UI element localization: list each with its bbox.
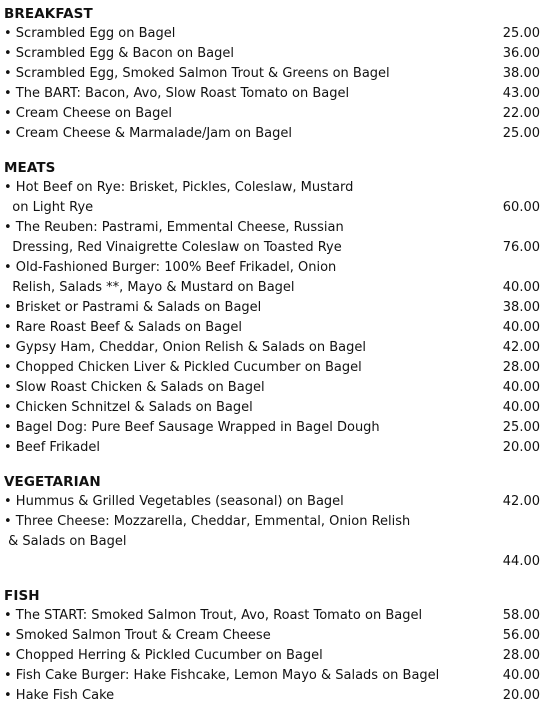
menu-item-price: 20.00 <box>502 688 540 703</box>
menu-item-price: 22.00 <box>502 106 540 121</box>
menu-item-price: 38.00 <box>502 300 540 315</box>
menu-item-price: 40.00 <box>502 320 540 335</box>
menu-item-price: 40.00 <box>502 280 540 295</box>
menu-item-line: • Rare Roast Beef & Salads on Bagel <box>4 320 242 335</box>
menu-item-line: • The Reuben: Pastrami, Emmental Cheese, Russian <box>4 220 344 235</box>
menu-item-line: • Chicken Schnitzel & Salads on Bagel <box>4 400 253 415</box>
menu-item-description <box>4 438 480 458</box>
menu-item-description <box>4 398 480 418</box>
menu-item-price: 28.00 <box>502 648 540 663</box>
menu-item-line: • Cream Cheese & Marmalade/Jam on Bagel <box>4 126 292 141</box>
menu-item-description <box>4 44 480 64</box>
menu-item-description <box>4 24 480 44</box>
menu-item <box>4 418 540 438</box>
menu-item-description <box>4 686 480 706</box>
menu-item <box>4 492 540 512</box>
menu-item-line: • Scrambled Egg, Smoked Salmon Trout & Greens on Bagel <box>4 66 390 81</box>
menu-item-line: Relish, Salads **, Mayo & Mustard on Bagel <box>4 280 295 295</box>
menu-item <box>4 686 540 706</box>
menu-item-description <box>4 298 480 318</box>
menu-item-price: 40.00 <box>502 380 540 395</box>
menu-item <box>4 258 540 298</box>
menu-item <box>4 104 540 124</box>
menu-item <box>4 666 540 686</box>
menu-item-price: 25.00 <box>502 126 540 141</box>
menu-item-line: • Smoked Salmon Trout & Cream Cheese <box>4 628 271 643</box>
menu-item-description <box>4 64 480 84</box>
menu-item-price: 25.00 <box>502 26 540 41</box>
menu-item-line: on Light Rye <box>4 200 94 215</box>
menu-item-description <box>4 492 480 512</box>
menu-item-line: • The START: Smoked Salmon Trout, Avo, Roast Tomato on Bagel <box>4 608 423 623</box>
section-spacer <box>4 458 540 472</box>
menu-item-line: • Gypsy Ham, Cheddar, Onion Relish & Salads on Bagel <box>4 340 367 355</box>
section-title-fish: FISH <box>4 588 40 604</box>
menu-item <box>4 626 540 646</box>
menu-item-price: 25.00 <box>502 420 540 435</box>
menu <box>4 4 540 706</box>
menu-item-line: • Hot Beef on Rye: Brisket, Pickles, Coleslaw, Mustard <box>4 180 354 195</box>
section-title-breakfast: BREAKFAST <box>4 6 93 22</box>
menu-item <box>4 44 540 64</box>
menu-item-price: 20.00 <box>502 440 540 455</box>
menu-item <box>4 358 540 378</box>
menu-item-description <box>4 512 540 552</box>
menu-item-description <box>4 378 480 398</box>
menu-item-price: 36.00 <box>502 46 540 61</box>
menu-item-line: Dressing, Red Vinaigrette Coleslaw on Toasted Rye <box>4 240 342 255</box>
menu-item <box>4 298 540 318</box>
menu-item-line: • The BART: Bacon, Avo, Slow Roast Tomato on Bagel <box>4 86 350 101</box>
menu-item-price: 43.00 <box>502 86 540 101</box>
menu-item-description <box>4 646 480 666</box>
menu-item-line: & Salads on Bagel <box>4 534 127 549</box>
menu-item-line: • Hake Fish Cake <box>4 688 115 703</box>
section-spacer <box>4 572 540 586</box>
menu-item-line: • Cream Cheese on Bagel <box>4 106 172 121</box>
menu-item-line: • Hummus & Grilled Vegetables (seasonal) on Bagel <box>4 494 344 509</box>
menu-item <box>4 178 540 218</box>
section-title-meats: MEATS <box>4 160 56 176</box>
menu-item <box>4 378 540 398</box>
menu-item-line: • Three Cheese: Mozzarella, Cheddar, Emmental, Onion Relish <box>4 514 411 529</box>
menu-item-description <box>4 358 480 378</box>
menu-item <box>4 318 540 338</box>
menu-item <box>4 338 540 358</box>
menu-item-description <box>4 318 480 338</box>
menu-item-line: • Scrambled Egg on Bagel <box>4 26 176 41</box>
menu-item <box>4 646 540 666</box>
menu-item-price: 76.00 <box>502 240 540 255</box>
menu-item-price: 28.00 <box>502 360 540 375</box>
menu-item <box>4 218 540 258</box>
menu-item-price: 42.00 <box>502 494 540 509</box>
menu-item-description <box>4 338 480 358</box>
menu-item-description <box>4 418 480 438</box>
menu-item <box>4 398 540 418</box>
menu-item-price: 58.00 <box>502 608 540 623</box>
menu-item-description <box>4 124 480 144</box>
menu-item-price: 42.00 <box>502 340 540 355</box>
menu-item-line: • Chopped Chicken Liver & Pickled Cucumber on Bagel <box>4 360 362 375</box>
menu-item <box>4 124 540 144</box>
menu-item-description <box>4 626 480 646</box>
menu-item <box>4 64 540 84</box>
menu-item-description <box>4 666 480 686</box>
menu-item <box>4 24 540 44</box>
menu-item-line: • Beef Frikadel <box>4 440 101 455</box>
section-title-vegetarian: VEGETARIAN <box>4 474 101 490</box>
menu-item <box>4 606 540 626</box>
menu-item-line: • Slow Roast Chicken & Salads on Bagel <box>4 380 265 395</box>
menu-item-line: • Fish Cake Burger: Hake Fishcake, Lemon Mayo & Salads on Bagel <box>4 668 440 683</box>
menu-item-line: • Chopped Herring & Pickled Cucumber on Bagel <box>4 648 323 663</box>
menu-item-price: 56.00 <box>502 628 540 643</box>
menu-item-line: • Brisket or Pastrami & Salads on Bagel <box>4 300 262 315</box>
menu-item-description <box>4 178 480 218</box>
menu-item <box>4 84 540 104</box>
menu-item-line: • Old-Fashioned Burger: 100% Beef Frikadel, Onion <box>4 260 337 275</box>
menu-item-price: 60.00 <box>502 200 540 215</box>
menu-item-price: 40.00 <box>502 668 540 683</box>
menu-item <box>4 512 540 572</box>
menu-item-line: • Scrambled Egg & Bacon on Bagel <box>4 46 234 61</box>
menu-item-description <box>4 218 480 258</box>
menu-item-description <box>4 104 480 124</box>
menu-item-description <box>4 84 480 104</box>
menu-item-price: 44.00 <box>502 554 540 569</box>
menu-item-description <box>4 606 480 626</box>
menu-item <box>4 438 540 458</box>
menu-item-description <box>4 258 480 298</box>
section-spacer <box>4 144 540 158</box>
menu-item-line: • Bagel Dog: Pure Beef Sausage Wrapped in Bagel Dough <box>4 420 380 435</box>
menu-item-price: 40.00 <box>502 400 540 415</box>
menu-item-price: 38.00 <box>502 66 540 81</box>
